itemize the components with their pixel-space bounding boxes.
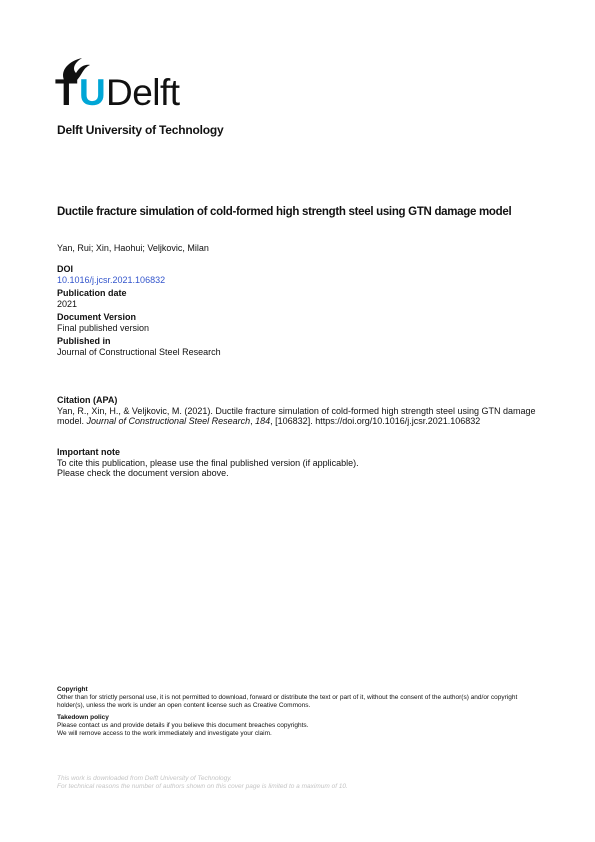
copyright-text: Other than for strictly personal use, it is not permitted to download, forward or distribute the text or part of it, without the consent of the author(s) and/or copyright holder(s), unless the work is under an open content license such as Creative Commons. <box>57 693 518 709</box>
doi-link[interactable]: 10.1016/j.jcsr.2021.106832 <box>57 274 166 285</box>
citation-text <box>57 406 537 427</box>
logo-letter-u: U <box>79 72 106 113</box>
published-value: Journal of Constructional Steel Research <box>57 346 221 357</box>
citation-part1: Yan, R., Xin, H., & Veljkovic, M. (2021). Ductile fracture simulation of cold-formed high strength steel using GTN damage model. <box>57 405 536 426</box>
doi-group <box>57 264 221 285</box>
version-value: Final published version <box>57 322 150 333</box>
citation-block <box>57 395 537 427</box>
citation-sep: , <box>250 416 256 426</box>
document-title: Ductile fracture simulation of cold-formed high strength steel using GTN damage model <box>57 206 512 218</box>
citation-journal: Journal of Constructional Steel Research <box>86 416 251 426</box>
important-note-label: Important note <box>57 447 120 457</box>
citation-volume: 184 <box>255 416 271 426</box>
published-label: Published in <box>57 336 111 346</box>
copyright-label: Copyright <box>57 686 88 693</box>
footer-line1: This work is downloaded from Delft University of Technology. <box>57 775 232 782</box>
metadata-block <box>57 264 221 360</box>
takedown-block <box>57 714 537 737</box>
pubdate-value: 2021 <box>57 298 78 309</box>
takedown-label: Takedown policy <box>57 714 109 721</box>
footer-line2: For technical reasons the number of authors shown on this cover page is limited to a maximum of 10. <box>57 783 348 790</box>
published-group <box>57 336 221 357</box>
authors: Yan, Rui; Xin, Haohui; Veljkovic, Milan <box>57 243 209 253</box>
pubdate-label: Publication date <box>57 288 127 298</box>
tudelft-logo <box>55 56 205 114</box>
important-note-line2: Please check the document version above. <box>57 468 229 478</box>
citation-label: Citation (APA) <box>57 395 118 405</box>
takedown-line1: Please contact us and provide details if you believe this document breaches copyrights. <box>57 721 309 729</box>
footer-note <box>57 775 537 791</box>
important-note <box>57 447 537 479</box>
important-note-line1: To cite this publication, please use the final published version (if applicable). <box>57 457 359 468</box>
takedown-line2: We will remove access to the work immediately and investigate your claim. <box>57 729 272 737</box>
version-group <box>57 312 221 333</box>
copyright-block <box>57 686 537 709</box>
logo-wordmark: Delft <box>106 72 180 113</box>
logo-letter-t: T <box>55 72 78 113</box>
institution-name: Delft University of Technology <box>57 123 224 137</box>
doi-label: DOI <box>57 264 74 274</box>
version-label: Document Version <box>57 312 137 322</box>
pubdate-group <box>57 288 221 309</box>
citation-part2: , [106832]. https://doi.org/10.1016/j.jcsr.2021.106832 <box>270 416 481 426</box>
